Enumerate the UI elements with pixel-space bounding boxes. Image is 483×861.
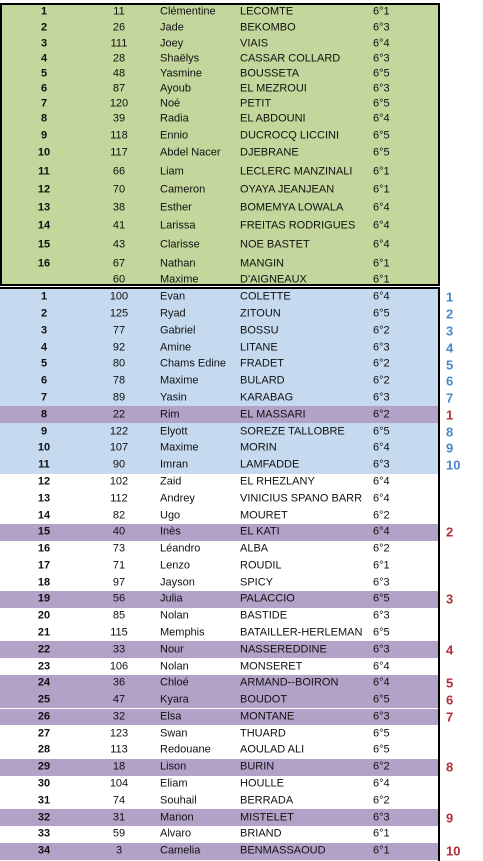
first-name-cell: Ayoub <box>160 82 191 94</box>
number-cell: 70 <box>112 183 126 196</box>
class-cell: 6°1 <box>373 165 390 177</box>
last-name-cell: CASSAR COLLARD <box>240 52 341 64</box>
first-name-cell: Souhail <box>160 794 197 807</box>
last-name-cell: BASTIDE <box>240 609 288 622</box>
rank-cell: 15 <box>37 238 51 250</box>
class-cell: 6°4 <box>373 660 390 673</box>
number-cell: 90 <box>112 458 126 471</box>
class-cell: 6°4 <box>373 475 390 488</box>
first-name-cell: Evan <box>160 290 186 303</box>
last-name-cell: ARMAND--BOIRON <box>240 676 339 689</box>
number-cell: 118 <box>110 129 128 141</box>
table-row <box>0 20 440 36</box>
last-name-cell: MISTELET <box>240 811 294 824</box>
last-name-cell: SPICY <box>240 576 274 589</box>
first-name-cell: Alvaro <box>160 827 192 840</box>
class-cell: 6°3 <box>373 811 390 824</box>
class-cell: 6°5 <box>373 425 390 438</box>
class-cell: 6°4 <box>373 201 390 214</box>
class-cell: 6°3 <box>373 643 390 656</box>
last-name-cell: BRIAND <box>240 827 282 840</box>
rank-cell: 14 <box>37 509 51 521</box>
class-cell: 6°2 <box>373 408 390 421</box>
last-name-cell: VIAIS <box>240 37 269 49</box>
last-name-cell: HOULLE <box>240 777 285 790</box>
class-cell: 6°5 <box>373 693 390 706</box>
number-cell: 48 <box>112 67 126 79</box>
class-cell: 6°4 <box>373 37 390 49</box>
last-name-cell: ROUDIL <box>240 559 282 572</box>
class-cell: 6°1 <box>373 257 390 269</box>
last-name-cell: NASSEREDDINE <box>240 643 327 656</box>
last-name-cell: MOURET <box>240 509 288 521</box>
last-name-cell: MORIN <box>240 441 277 454</box>
number-cell: 31 <box>112 811 126 824</box>
rank-cell: 32 <box>37 811 51 824</box>
class-cell: 6°4 <box>373 441 390 454</box>
class-cell: 6°4 <box>373 525 390 538</box>
number-cell: 67 <box>112 257 126 269</box>
number-cell: 80 <box>112 357 126 370</box>
first-name-cell: Manon <box>160 811 194 824</box>
class-cell: 6°5 <box>373 727 390 740</box>
rank-cell: 3 <box>40 324 48 337</box>
class-cell: 6°3 <box>373 82 390 94</box>
number-cell: 112 <box>110 492 128 505</box>
order-marker: 3 <box>446 591 454 607</box>
rank-cell: 16 <box>37 257 51 269</box>
class-cell: 6°3 <box>373 609 390 622</box>
first-name-cell: Joey <box>160 37 184 49</box>
number-cell: 77 <box>112 324 126 337</box>
class-cell: 6°1 <box>373 827 390 840</box>
order-marker: 9 <box>446 440 454 456</box>
class-cell: 6°5 <box>373 626 390 639</box>
table-row <box>0 111 440 127</box>
number-cell: 107 <box>109 441 129 454</box>
last-name-cell: OYAYA JEANJEAN <box>240 183 335 196</box>
order-marker: 2 <box>446 306 454 322</box>
last-name-cell: BURIN <box>240 760 275 773</box>
order-marker: 10 <box>446 457 461 473</box>
number-cell: 40 <box>112 525 126 538</box>
first-name-cell: Zaid <box>160 475 182 488</box>
rank-cell: 6 <box>40 82 48 94</box>
rank-cell: 12 <box>37 183 51 196</box>
first-name-cell: Rim <box>160 408 180 421</box>
rank-cell: 21 <box>37 626 51 639</box>
number-cell: 104 <box>109 777 129 790</box>
class-cell: 6°1 <box>373 844 390 857</box>
first-name-cell: Ugo <box>160 509 181 521</box>
rank-cell: 16 <box>37 542 51 555</box>
rank-cell: 29 <box>37 760 51 773</box>
last-name-cell: COLETTE <box>240 290 291 303</box>
first-name-cell: Andrey <box>160 492 195 505</box>
order-marker: 7 <box>446 390 454 406</box>
first-name-cell: Chloé <box>160 676 189 689</box>
rank-cell: 6 <box>40 374 48 387</box>
number-cell: 60 <box>112 273 126 285</box>
table-row <box>0 3 440 20</box>
table-row <box>0 127 440 144</box>
first-name-cell: Nolan <box>160 609 189 622</box>
table-row <box>0 51 440 66</box>
first-name-cell: Memphis <box>160 626 205 639</box>
last-name-cell: EL MEZROUI <box>240 82 307 94</box>
first-name-cell: Amine <box>160 341 192 354</box>
ranking-group-frame <box>0 287 440 861</box>
table-row <box>0 81 440 96</box>
last-name-cell: DUCROCQ LICCINI <box>240 129 340 141</box>
number-cell: 82 <box>112 509 126 521</box>
last-name-cell: FRADET <box>240 357 284 370</box>
order-marker: 5 <box>446 357 454 372</box>
rank-cell: 7 <box>40 97 48 109</box>
rank-cell: 33 <box>37 827 51 840</box>
last-name-cell: MONSERET <box>240 660 303 673</box>
first-name-cell: Jade <box>160 21 184 34</box>
last-name-cell: BOUSSETA <box>240 67 300 79</box>
number-cell: 38 <box>112 201 126 214</box>
rank-cell: 1 <box>40 290 48 303</box>
class-cell: 6°2 <box>373 794 390 807</box>
order-marker: 1 <box>446 407 454 423</box>
number-cell: 43 <box>112 238 126 250</box>
number-cell: 59 <box>112 827 126 840</box>
rank-cell: 8 <box>40 408 48 421</box>
first-name-cell: Lenzo <box>160 559 190 572</box>
order-marker: 6 <box>446 692 454 708</box>
first-name-cell: Esther <box>160 201 192 214</box>
rank-cell: 4 <box>40 341 48 354</box>
last-name-cell: EL KATI <box>240 525 280 538</box>
class-cell: 6°2 <box>373 374 390 387</box>
class-cell: 6°4 <box>373 492 390 505</box>
number-cell: 106 <box>109 660 129 673</box>
last-name-cell: LECLERC MANZINALI <box>240 165 353 177</box>
table-row <box>0 273 440 286</box>
order-marker: 9 <box>446 810 454 826</box>
first-name-cell: Maxime <box>160 374 199 387</box>
class-cell: 6°1 <box>373 273 390 285</box>
last-name-cell: BERRADA <box>240 794 294 807</box>
first-name-cell: Maxime <box>160 441 199 454</box>
class-cell: 6°5 <box>373 743 390 756</box>
number-cell: 97 <box>112 576 126 589</box>
rank-cell: 2 <box>40 21 48 34</box>
number-cell: 123 <box>109 727 129 740</box>
order-marker: 6 <box>446 373 454 389</box>
first-name-cell: Inès <box>160 525 181 538</box>
first-name-cell: Lison <box>160 760 187 773</box>
first-name-cell: Clémentine <box>160 5 216 17</box>
order-marker: 8 <box>446 424 454 440</box>
first-name-cell: Shaëlys <box>160 52 200 64</box>
rank-cell: 13 <box>37 201 51 214</box>
number-cell: 47 <box>112 693 126 706</box>
last-name-cell: VINICIUS SPANO BARR <box>240 492 363 505</box>
rank-cell: 13 <box>37 492 51 505</box>
rank-cell: 12 <box>37 475 51 488</box>
table-row <box>0 66 440 81</box>
class-cell: 6°2 <box>373 357 390 370</box>
first-name-cell: Elyott <box>160 425 188 438</box>
first-name-cell: Ennio <box>160 129 189 141</box>
last-name-cell: D'AIGNEAUX <box>240 273 307 285</box>
rank-cell: 1 <box>40 5 48 17</box>
rank-cell: 11 <box>38 165 50 177</box>
first-name-cell: Camelia <box>160 844 201 857</box>
rank-cell: 5 <box>40 357 48 370</box>
table-row <box>0 36 440 51</box>
first-name-cell: Yasmine <box>160 67 202 79</box>
number-cell: 32 <box>112 710 126 723</box>
rank-cell: 3 <box>40 37 48 49</box>
last-name-cell: SOREZE TALLOBRE <box>240 425 345 438</box>
last-name-cell: NOE BASTET <box>240 238 310 250</box>
number-cell: 122 <box>109 425 129 438</box>
number-cell: 73 <box>112 542 126 555</box>
class-cell: 6°4 <box>373 219 390 232</box>
rank-cell: 9 <box>40 425 48 438</box>
last-name-cell: BATAILLER-HERLEMAN <box>240 626 363 639</box>
class-cell: 6°4 <box>373 777 390 790</box>
number-cell: 3 <box>115 844 123 857</box>
class-cell: 6°3 <box>373 458 390 471</box>
class-cell: 6°3 <box>373 52 390 64</box>
class-cell: 6°3 <box>373 21 390 34</box>
number-cell: 71 <box>112 559 126 572</box>
number-cell: 113 <box>110 743 128 756</box>
last-name-cell: THUARD <box>240 727 286 740</box>
number-cell: 36 <box>112 676 126 689</box>
last-name-cell: LAMFADDE <box>240 458 300 471</box>
rank-cell: 34 <box>37 844 51 857</box>
class-cell: 6°1 <box>373 5 390 17</box>
number-cell: 33 <box>112 643 126 656</box>
order-marker: 5 <box>446 675 454 691</box>
rank-cell: 30 <box>37 777 51 790</box>
class-cell: 6°2 <box>373 542 390 555</box>
number-cell: 28 <box>112 52 126 64</box>
class-cell: 6°2 <box>373 324 390 337</box>
first-name-cell: Julia <box>160 592 183 605</box>
rank-cell: 8 <box>40 112 48 125</box>
number-cell: 18 <box>112 760 126 773</box>
first-name-cell: Liam <box>160 165 184 177</box>
first-name-cell: Imran <box>160 458 189 471</box>
number-cell: 39 <box>112 112 126 125</box>
last-name-cell: BEKOMBO <box>240 21 296 34</box>
last-name-cell: PETIT <box>240 97 272 109</box>
first-name-cell: Eliam <box>160 777 188 790</box>
first-name-cell: Larissa <box>160 219 196 232</box>
last-name-cell: BOUDOT <box>240 693 288 706</box>
table-row <box>0 162 440 181</box>
class-cell: 6°5 <box>373 307 390 320</box>
order-marker: 4 <box>446 642 454 658</box>
number-cell: 125 <box>109 307 129 320</box>
last-name-cell: MONTANE <box>240 710 295 723</box>
last-name-cell: LITANE <box>240 341 278 354</box>
order-marker: 7 <box>446 709 454 725</box>
last-name-cell: ALBA <box>240 542 269 555</box>
number-cell: 41 <box>112 219 126 232</box>
last-name-cell: KARABAG <box>240 391 294 404</box>
first-name-cell: Swan <box>160 727 188 740</box>
rank-cell: 5 <box>40 67 48 79</box>
rank-cell: 31 <box>37 794 51 807</box>
number-cell: 74 <box>112 794 126 807</box>
class-cell: 6°3 <box>373 391 390 404</box>
last-name-cell: EL RHEZLANY <box>240 475 315 488</box>
order-marker: 4 <box>446 340 454 356</box>
number-cell: 111 <box>110 37 128 49</box>
class-cell: 6°4 <box>373 290 390 303</box>
number-cell: 115 <box>110 626 128 639</box>
first-name-cell: Chams Edine <box>160 357 227 370</box>
class-cell: 6°5 <box>373 97 390 109</box>
rank-cell: 7 <box>40 391 48 404</box>
table-row <box>0 217 440 235</box>
first-name-cell: Redouane <box>160 743 211 756</box>
class-cell: 6°1 <box>373 183 390 196</box>
rank-cell: 27 <box>37 727 51 740</box>
rank-cell: 28 <box>37 743 51 756</box>
rank-cell: 19 <box>37 592 51 605</box>
rank-cell: 26 <box>37 710 51 723</box>
class-cell: 6°3 <box>373 341 390 354</box>
last-name-cell: ZITOUN <box>240 307 281 320</box>
order-marker: 1 <box>446 289 454 305</box>
last-name-cell: EL MASSARI <box>240 408 306 421</box>
first-name-cell: Maxime <box>160 273 199 285</box>
table-row <box>0 181 440 199</box>
last-name-cell: BOMEMYA LOWALA <box>240 201 344 214</box>
class-cell: 6°3 <box>373 710 390 723</box>
rank-cell: 15 <box>37 525 51 538</box>
first-name-cell: Elsa <box>160 710 182 723</box>
class-cell: 6°2 <box>373 760 390 773</box>
rank-cell: 10 <box>37 441 51 454</box>
last-name-cell: LECOMTE <box>240 5 294 17</box>
number-cell: 22 <box>112 408 126 421</box>
rank-cell: 11 <box>38 458 50 471</box>
first-name-cell: Nour <box>160 643 184 656</box>
last-name-cell: BULARD <box>240 374 285 387</box>
table-row <box>0 96 440 111</box>
class-cell: 6°2 <box>373 509 390 521</box>
last-name-cell: PALACCIO <box>240 592 295 605</box>
first-name-cell: Radia <box>160 112 189 125</box>
last-name-cell: FREITAS RODRIGUES <box>240 219 356 232</box>
last-name-cell: DJEBRANE <box>240 146 299 159</box>
class-cell: 6°4 <box>373 676 390 689</box>
class-cell: 6°5 <box>373 67 390 79</box>
last-name-cell: MANGIN <box>240 257 284 269</box>
first-name-cell: Léandro <box>160 542 201 555</box>
first-name-cell: Yasin <box>160 391 187 404</box>
rank-cell: 9 <box>40 129 48 141</box>
number-cell: 66 <box>112 165 126 177</box>
number-cell: 87 <box>112 82 126 94</box>
last-name-cell: AOULAD ALI <box>240 743 305 756</box>
class-cell: 6°5 <box>373 592 390 605</box>
first-name-cell: Jayson <box>160 576 195 589</box>
rank-cell: 23 <box>37 660 51 673</box>
number-cell: 100 <box>109 290 129 303</box>
rank-cell: 18 <box>37 576 51 589</box>
order-marker: 8 <box>446 759 454 775</box>
number-cell: 120 <box>109 97 129 109</box>
last-name-cell: BENMASSAOUD <box>240 844 326 857</box>
number-cell: 117 <box>110 146 128 159</box>
rank-cell: 10 <box>37 146 51 159</box>
class-cell: 6°3 <box>373 576 390 589</box>
order-marker: 10 <box>446 843 461 859</box>
table-row <box>0 254 440 273</box>
first-name-cell: Kyara <box>160 693 189 706</box>
number-cell: 26 <box>112 21 126 34</box>
class-cell: 6°4 <box>373 112 390 125</box>
number-cell: 56 <box>112 592 126 605</box>
rank-cell: 17 <box>37 559 51 572</box>
class-cell: 6°1 <box>373 559 390 572</box>
last-name-cell: EL ABDOUNI <box>240 112 306 125</box>
number-cell: 11 <box>113 5 125 17</box>
first-name-cell: Cameron <box>160 183 206 196</box>
table-row <box>0 235 440 254</box>
first-name-cell: Clarisse <box>160 238 200 250</box>
table-row <box>0 144 440 162</box>
order-marker: 2 <box>446 524 454 540</box>
number-cell: 102 <box>109 475 129 488</box>
rank-cell: 20 <box>37 609 51 622</box>
first-name-cell: Nathan <box>160 257 196 269</box>
class-cell: 6°5 <box>373 146 390 159</box>
number-cell: 78 <box>112 374 126 387</box>
number-cell: 89 <box>112 391 126 404</box>
rank-cell: 25 <box>37 693 51 706</box>
rank-cell: 14 <box>37 219 51 232</box>
rank-cell: 24 <box>37 676 51 689</box>
rank-cell: 4 <box>40 52 48 64</box>
order-marker: 3 <box>446 323 454 339</box>
number-cell: 85 <box>112 609 126 622</box>
class-cell: 6°4 <box>373 238 390 250</box>
table-row <box>0 199 440 217</box>
class-cell: 6°5 <box>373 129 390 141</box>
rank-cell: 2 <box>40 307 48 320</box>
first-name-cell: Abdel Nacer <box>160 146 221 159</box>
first-name-cell: Noé <box>160 97 181 109</box>
first-name-cell: Nolan <box>160 660 189 673</box>
number-cell: 92 <box>112 341 126 354</box>
first-name-cell: Ryad <box>160 307 186 320</box>
last-name-cell: BOSSU <box>240 324 279 337</box>
rank-cell: 22 <box>37 643 51 656</box>
first-name-cell: Gabriel <box>160 324 196 337</box>
